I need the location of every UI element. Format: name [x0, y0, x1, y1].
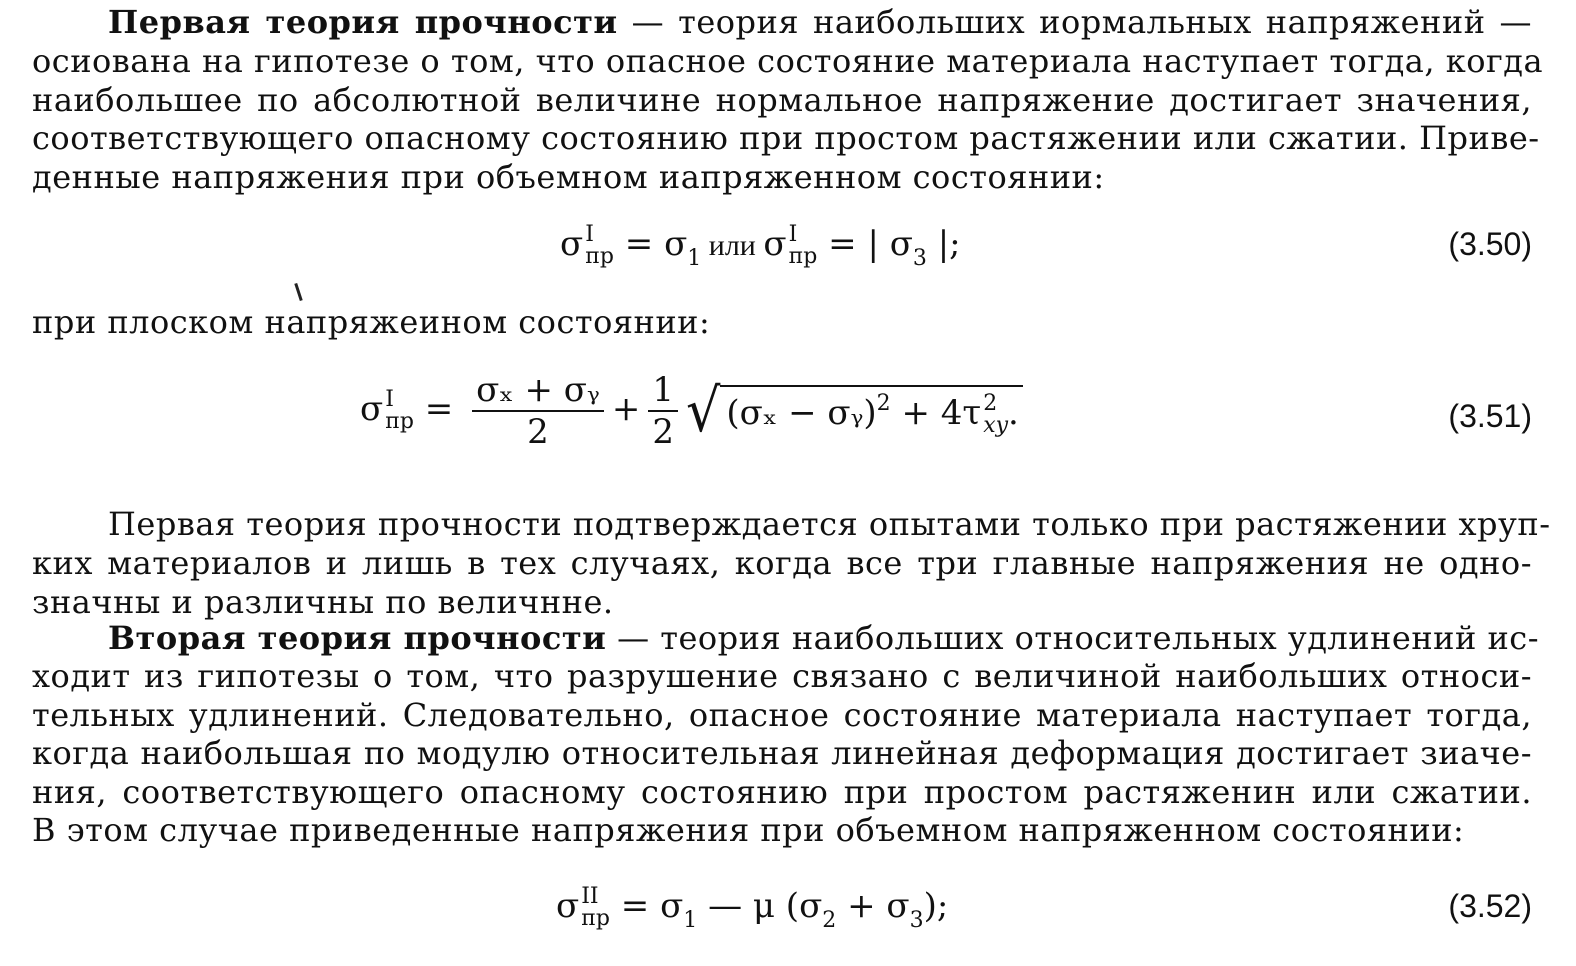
stray-mark [294, 283, 302, 301]
equation-3-50: σ I пр = $\sigma_1$ или σ I пр = | $\sigma_3$ |; [560, 222, 961, 271]
p1-line-2: осиована на гипотезе о том, что опасное состояние материала наступает тогда, когда [32, 42, 1544, 80]
sqrt-sign: √ [685, 375, 721, 446]
radicand: (σₓ − σᵧ)$^2$ + 4τ 2 xy . [720, 385, 1022, 437]
p1-line-3: наибольшее по абсолютной величине нормальное напряжение достигает значения, [32, 81, 1532, 119]
fraction-sum: $\frac{\text{σₓ + σᵧ}}{2}$ [472, 370, 604, 452]
p4-line-6: В этом случае приведенные напряжения при объемном напряженном состоянии: [32, 811, 1465, 849]
p4-bold-term: Вторая теория прочности [108, 619, 607, 657]
p3-line-3: значны и различны по величнне. [32, 583, 614, 621]
p1-line-1 [108, 2, 1532, 42]
equation-3-51: σ I пр = $\frac{\text{σₓ + σᵧ}}{2}$ + $\frac{1}{2}$ √ (σₓ − σᵧ)$^2$ + 4τ 2 xy . [360, 370, 1023, 452]
p1-bold-term: Первая теория прочности [108, 3, 618, 41]
p1-text: — теория наибольших иормальных напряжений — [617, 3, 1533, 41]
p4-line-3: тельных удлинений. Следовательно, опасное состояние материала наступает тогда, [32, 696, 1532, 734]
p4-line-4: когда наибольшая по модулю относительная линейная деформация достигает зиаче- [32, 734, 1532, 772]
p1-line-5: денные напряжения при объемном иапряженном состоянии: [32, 158, 1105, 196]
equation-3-52: σ II пр = $\sigma_1$ — μ $(\sigma_2 + \sigma_3)$; [556, 884, 949, 933]
p4-text: — теория наибольших относительных удлинений ис- [606, 619, 1540, 657]
equation-number-3-52: (3.52) [1448, 888, 1532, 924]
equation-number-3-51: (3.51) [1448, 398, 1532, 434]
p4-line-2: ходит из гипотезы о том, что разрушение связано с величиной наибольших относи- [32, 657, 1532, 695]
p4-line-1 [108, 618, 1540, 658]
p3-line-1: Первая теория прочности подтверждается опытами только при растяжении хруп- [108, 505, 1551, 543]
p4-line-5: ния, соответствующего опасному состоянию при простом растяженин или сжатии. [32, 773, 1532, 811]
p3-line-2: ких материалов и лишь в тех случаях, когда все три главные напряжения не одно- [32, 544, 1532, 582]
fraction-half: $\frac{1}{2}$ [648, 370, 678, 452]
equation-number-3-50: (3.50) [1448, 226, 1532, 262]
p1-line-4: соответствующего опасному состоянию при простом растяжении или сжатии. Приве- [32, 119, 1540, 157]
p2-line-1: при плоском напряжеином состоянии: [32, 303, 711, 341]
